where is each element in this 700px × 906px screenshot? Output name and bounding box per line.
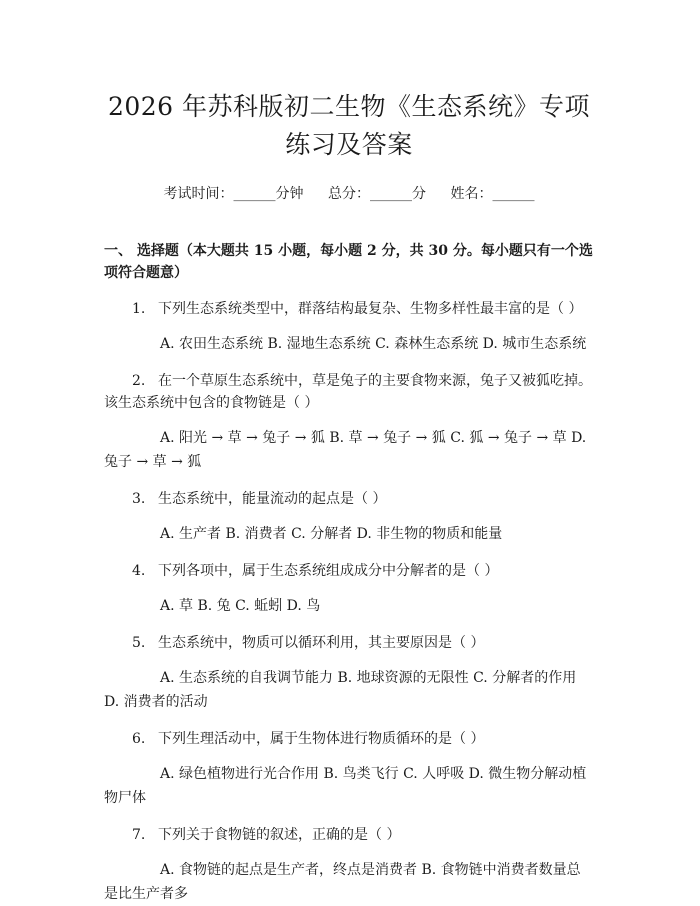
question-options: A. 草 B. 兔 C. 蚯蚓 D. 鸟 [160, 598, 321, 614]
question-item [104, 824, 594, 906]
question-options: A. 农田生态系统 B. 湿地生态系统 C. 森林生态系统 D. 城市生态系统 [160, 336, 587, 352]
question-item [104, 560, 594, 618]
question-item [104, 488, 594, 546]
question-number: 2. [132, 373, 146, 389]
question-stem [104, 488, 594, 510]
question-options: A. 食物链的起点是生产者，终点是消费者 B. 食物链中消费者数量总是比生产者多 [104, 862, 581, 902]
question-item [104, 298, 594, 356]
question-text: 生态系统中，物质可以循环利用，其主要原因是（ ） [158, 635, 485, 651]
question-text: 生态系统中，能量流动的起点是（ ） [158, 491, 387, 507]
question-number: 5. [132, 635, 146, 651]
question-item [104, 728, 594, 810]
question-options: A. 生产者 B. 消费者 C. 分解者 D. 非生物的物质和能量 [160, 526, 503, 542]
question-text: 下列各项中，属于生态系统组成成分中分解者的是（ ） [158, 563, 499, 579]
question-number: 3. [132, 491, 146, 507]
question-list [104, 298, 594, 906]
question-item [104, 370, 594, 474]
question-number: 6. [132, 731, 146, 747]
question-text: 在一个草原生态系统中，草是兔子的主要食物来源，兔子又被狐吃掉。该生态系统中包含的食物链是（ ） [104, 373, 592, 411]
question-options: A. 阳光 → 草 → 兔子 → 狐 B. 草 → 兔子 → 狐 C. 狐 → 兔子 → 草 D. 兔子 → 草 → 狐 [104, 430, 587, 470]
page-title: 2026 年苏科版初二生物《生态系统》专项练习及答案 [107, 92, 591, 159]
exam-time-field: 考试时间：______分钟 [163, 186, 304, 202]
question-stem [104, 560, 594, 582]
question-options: A. 生态系统的自我调节能力 B. 地球资源的无限性 C. 分解者的作用 D. 消费者的活动 [104, 670, 577, 710]
question-text: 下列生态系统类型中，群落结构最复杂、生物多样性最丰富的是（ ） [158, 301, 583, 317]
question-stem [104, 370, 594, 414]
question-text: 下列生理活动中，属于生物体进行物质循环的是（ ） [158, 731, 485, 747]
question-stem [104, 824, 594, 846]
question-text: 下列关于食物链的叙述，正确的是（ ） [158, 827, 401, 843]
question-number: 1. [132, 301, 146, 317]
student-name-field: 姓名：______ [450, 186, 535, 202]
question-number: 4. [132, 563, 146, 579]
question-stem [104, 728, 594, 750]
exam-meta [104, 184, 594, 204]
question-stem [104, 632, 594, 654]
question-options: A. 绿色植物进行光合作用 B. 鸟类飞行 C. 人呼吸 D. 微生物分解动植物尸体 [104, 766, 587, 806]
total-score-field: 总分：______分 [328, 186, 426, 202]
section-heading: 一、 选择题（本大题共 15 小题，每小题 2 分，共 30 分。每小题只有一个选项符合题意） [104, 243, 593, 281]
question-item [104, 632, 594, 714]
question-stem [104, 298, 594, 320]
question-number: 7. [132, 827, 146, 843]
